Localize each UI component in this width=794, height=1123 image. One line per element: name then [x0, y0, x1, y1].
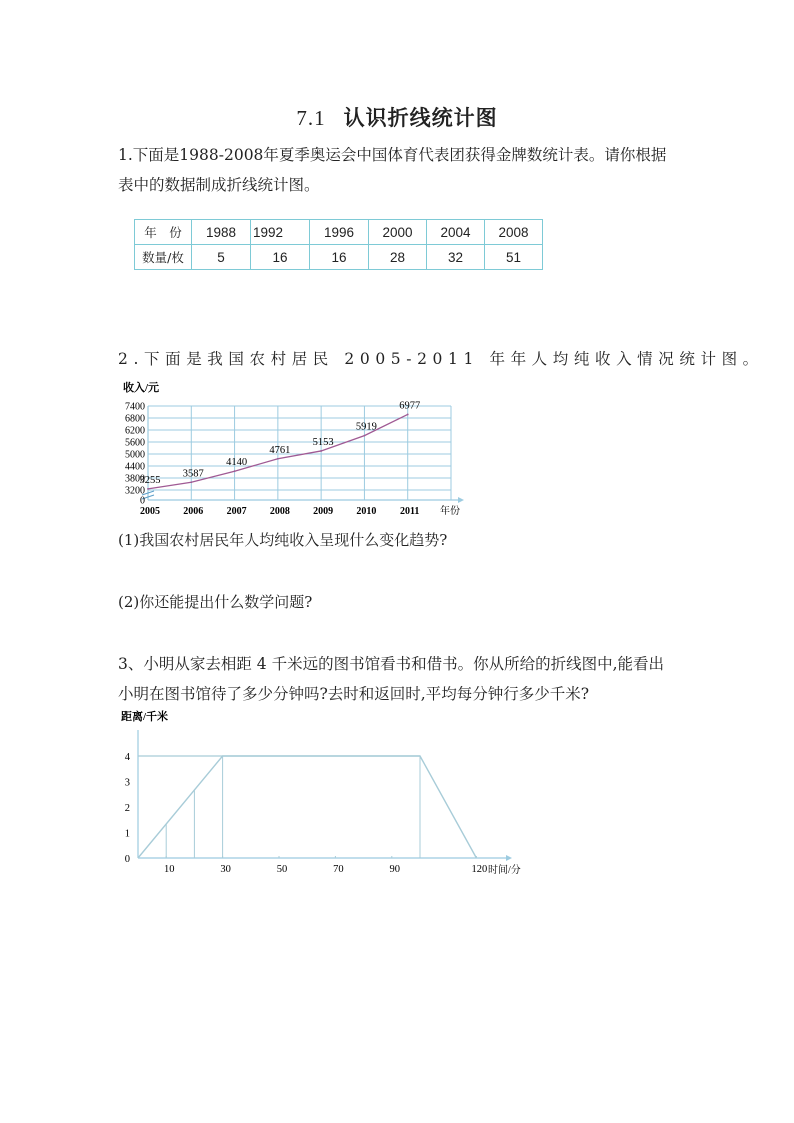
x-axis-arrow	[506, 855, 512, 861]
x-tick-label: 2011	[399, 506, 420, 517]
y-tick-label: 6800	[125, 413, 145, 425]
x-tick-label: 90	[389, 864, 401, 875]
q1-prompt	[118, 140, 688, 200]
title-number: 7.1	[296, 106, 326, 130]
distance-series-line	[138, 756, 476, 858]
data-point	[364, 435, 366, 437]
y-tick-label: 1	[124, 828, 130, 840]
y-tick-label: 0	[140, 495, 145, 507]
data-label: 4140	[226, 457, 248, 469]
table-cell-count: 32	[427, 245, 485, 270]
data-label: 5919	[355, 421, 377, 433]
y-tick-label: 0	[124, 854, 130, 865]
income-line-chart	[118, 376, 468, 518]
x-tick-label: 2005	[140, 506, 160, 517]
x-tick-label: 2010	[356, 506, 377, 517]
x-tick-label: 2008	[269, 506, 290, 517]
data-label: 4761	[269, 444, 291, 456]
page-title	[0, 102, 794, 132]
table-row-counts	[135, 245, 543, 270]
y-tick-label: 3800	[125, 473, 145, 485]
table-cell-year: 1988	[192, 220, 251, 245]
y-tick-label: 3	[124, 777, 130, 789]
y-tick-label: 5600	[125, 437, 145, 449]
x-tick-label: 70	[333, 864, 344, 875]
q3-line2: 小明在图书馆待了多少分钟吗?去时和返回时,平均每分钟行多少千米?	[118, 685, 590, 703]
table-header-count: 数量/枚	[135, 245, 192, 270]
table-cell-year: 1992	[251, 220, 310, 245]
x-tick-label: 2009	[313, 506, 334, 517]
y-tick-label: 5000	[125, 449, 145, 461]
table-cell-count: 16	[310, 245, 369, 270]
x-tick-label: 30	[220, 864, 231, 875]
medal-table	[134, 219, 543, 270]
data-label: 3587	[182, 468, 204, 480]
table-header-year: 年 份	[135, 220, 192, 245]
table-cell-year: 2008	[485, 220, 543, 245]
data-label: 6977	[399, 400, 421, 412]
x-tick-label: 50	[276, 864, 288, 875]
x-tick-label: 120	[471, 864, 488, 875]
x-tick-label: 10	[163, 864, 175, 875]
data-point	[190, 481, 192, 483]
data-point	[147, 488, 149, 490]
q2-sub2: (2)你还能提出什么数学问题?	[118, 593, 313, 611]
data-point	[277, 458, 279, 460]
y-tick-label: 4400	[125, 461, 145, 473]
y-axis-label: 距离/千米	[121, 711, 169, 723]
x-axis-arrow	[458, 497, 464, 503]
data-point	[407, 414, 409, 416]
distance-time-chart	[118, 706, 538, 882]
x-tick-label: 2007	[226, 506, 247, 517]
data-point	[320, 450, 322, 452]
x-tick-label: 2006	[183, 506, 204, 517]
q1-line2: 表中的数据制成折线统计图。	[118, 176, 320, 194]
table-cell-year: 1996	[310, 220, 369, 245]
x-axis-label: 年份	[440, 506, 460, 517]
q2-sub1: (1)我国农村居民年人均纯收入呈现什么变化趋势?	[118, 531, 448, 549]
data-label: 5153	[312, 436, 334, 448]
x-axis-label: 时间/分	[488, 865, 521, 876]
table-cell-count: 16	[251, 245, 310, 270]
y-axis-label: 收入/元	[123, 382, 160, 394]
table-cell-year: 2004	[427, 220, 485, 245]
table-row-years	[135, 220, 543, 245]
q3-line1: 3、小明从家去相距 4 千米远的图书馆看书和借书。你从所给的折线图中,能看出	[118, 655, 665, 673]
y-tick-label: 4	[124, 752, 130, 763]
q1-line1: 1.下面是1988-2008年夏季奥运会中国体育代表团获得金牌数统计表。请你根据	[118, 146, 667, 164]
y-tick-label: 2	[124, 803, 130, 814]
table-cell-count: 5	[192, 245, 251, 270]
data-label: 3255	[139, 474, 161, 486]
title-text: 认识折线统计图	[343, 105, 498, 130]
q2-prompt: 2.下面是我国农村居民 2005-2011 年年人均纯收入情况统计图。	[118, 350, 764, 368]
table-cell-count: 28	[369, 245, 427, 270]
q3-prompt	[118, 649, 688, 709]
data-point	[234, 470, 236, 472]
table-cell-count: 51	[485, 245, 543, 270]
y-tick-label: 7400	[125, 401, 145, 413]
y-tick-label: 3200	[125, 485, 145, 497]
y-tick-label: 6200	[125, 425, 145, 437]
table-cell-year: 2000	[369, 220, 427, 245]
